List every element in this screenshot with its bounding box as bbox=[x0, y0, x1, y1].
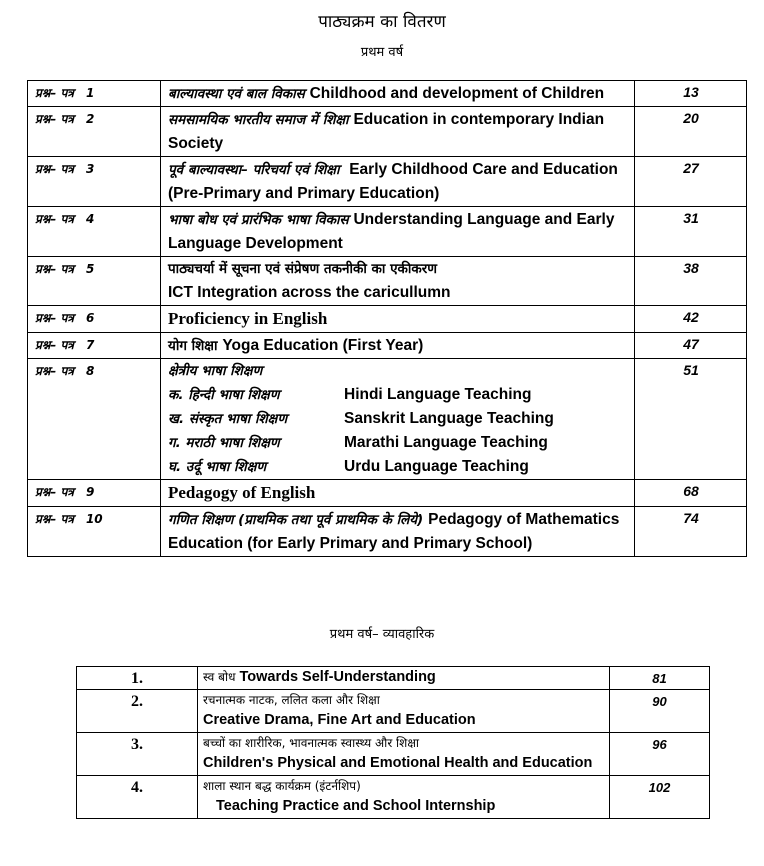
table-row bbox=[28, 333, 747, 359]
item-title-hindi: शाला स्थान बद्ध कार्यक्रम (इंटर्नशिप) bbox=[203, 779, 361, 793]
paper-title-english: Understanding Language and Early Language Development bbox=[168, 211, 615, 252]
practical-section-title: प्रथम वर्ष– व्यावहारिक bbox=[329, 627, 435, 642]
paper-number: 6 bbox=[85, 311, 95, 325]
paper-label: प्रश्न– पत्र bbox=[35, 86, 74, 100]
page-number: 96 bbox=[610, 733, 710, 776]
paper-number: 3 bbox=[85, 162, 95, 176]
paper-title-english: Proficiency in English bbox=[168, 309, 328, 328]
regional-language-item: क. हिन्दी भाषा शिक्षण Hindi Language Teaching bbox=[168, 386, 532, 403]
paper-title-hindi: समसामयिक भारतीय समाज में शिक्षा bbox=[168, 112, 349, 128]
page-number: 90 bbox=[610, 690, 710, 733]
item-title-english: Children's Physical and Emotional Health and Education bbox=[203, 755, 593, 771]
table-row bbox=[77, 733, 710, 776]
table-row bbox=[28, 359, 747, 480]
table-row bbox=[28, 480, 747, 507]
paper-label: प्रश्न– पत्र bbox=[35, 485, 74, 499]
table-row bbox=[28, 257, 747, 306]
paper-label: प्रश्न– पत्र bbox=[35, 162, 74, 176]
table-row bbox=[28, 306, 747, 333]
paper-title-hindi: क्षेत्रीय भाषा शिक्षण bbox=[168, 363, 263, 379]
paper-title-english: Pedagogy of Mathematics Education (for Early Primary and Primary School) bbox=[168, 511, 620, 552]
paper-number: 10 bbox=[85, 512, 103, 526]
page-number: 38 bbox=[635, 257, 747, 306]
theory-papers-table bbox=[27, 80, 747, 557]
item-number: 2. bbox=[77, 690, 198, 733]
item-number: 3. bbox=[77, 733, 198, 776]
item-title-english: Teaching Practice and School Internship bbox=[216, 798, 496, 814]
table-row bbox=[77, 690, 710, 733]
paper-title-hindi: गणित शिक्षण (प्राथमिक तथा पूर्व प्राथमिक के लिये) bbox=[168, 512, 424, 528]
paper-number: 8 bbox=[85, 364, 95, 378]
paper-title-english: Education in contemporary Indian Society bbox=[168, 111, 605, 152]
page-number: 13 bbox=[635, 81, 747, 107]
page-number: 27 bbox=[635, 157, 747, 207]
paper-label: प्रश्न– पत्र bbox=[35, 512, 74, 526]
page-number: 20 bbox=[635, 107, 747, 157]
paper-number: 4 bbox=[85, 212, 95, 226]
paper-title-hindi: भाषा बोध एवं प्रारंभिक भाषा विकास bbox=[168, 212, 349, 228]
paper-label: प्रश्न– पत्र bbox=[35, 311, 74, 325]
item-title-hindi: बच्चों का शारीरिक, भावनात्मक स्वास्थ्य और शिक्षा bbox=[203, 736, 420, 750]
item-title-english: Towards Self-Understanding bbox=[239, 669, 436, 685]
page-number: 68 bbox=[635, 480, 747, 507]
table-row bbox=[77, 667, 710, 690]
paper-number: 2 bbox=[85, 112, 95, 126]
regional-language-item: ख. संस्कृत भाषा शिक्षण Sanskrit Language Teaching bbox=[168, 410, 554, 427]
paper-title-english: Childhood and development of Children bbox=[309, 85, 605, 102]
page-number: 42 bbox=[635, 306, 747, 333]
page-number: 81 bbox=[610, 667, 710, 690]
paper-number: 7 bbox=[85, 338, 95, 352]
paper-label: प्रश्न– पत्र bbox=[35, 212, 74, 226]
page-number: 74 bbox=[635, 507, 747, 557]
item-title-english: Creative Drama, Fine Art and Education bbox=[203, 712, 476, 728]
table-row bbox=[77, 776, 710, 819]
page-number: 47 bbox=[635, 333, 747, 359]
paper-title-hindi: पूर्व बाल्यावस्था– परिचर्या एवं शिक्षा bbox=[168, 162, 340, 178]
page-number: 102 bbox=[610, 776, 710, 819]
table-row bbox=[28, 507, 747, 557]
table-row bbox=[28, 81, 747, 107]
practical-table bbox=[76, 666, 710, 819]
paper-number: 5 bbox=[85, 262, 95, 276]
paper-title-english: Early Childhood Care and Education (Pre-Primary and Primary Education) bbox=[168, 161, 618, 202]
table-row bbox=[28, 207, 747, 257]
page-subtitle: प्रथम वर्ष bbox=[360, 45, 404, 60]
item-number: 1. bbox=[77, 667, 198, 690]
page-title: पाठ्यक्रम का वितरण bbox=[318, 12, 446, 32]
paper-title-english: Pedagogy of English bbox=[168, 483, 316, 502]
paper-title-english: Yoga Education (First Year) bbox=[222, 337, 424, 354]
table-row bbox=[28, 157, 747, 207]
regional-language-item: घ. उर्दू भाषा शिक्षण Urdu Language Teaching bbox=[168, 458, 529, 475]
paper-title-hindi: बाल्यावस्था एवं बाल विकास bbox=[168, 86, 305, 102]
paper-label: प्रश्न– पत्र bbox=[35, 112, 74, 126]
paper-label: प्रश्न– पत्र bbox=[35, 364, 74, 378]
paper-number: 9 bbox=[85, 485, 95, 499]
paper-title-hindi: पाठ्यचर्या में सूचना एवं संप्रेषण तकनीकी का एकीकरण bbox=[168, 261, 438, 277]
page-number: 51 bbox=[635, 359, 747, 480]
paper-label: प्रश्न– पत्र bbox=[35, 262, 74, 276]
item-title-hindi: स्व बोध bbox=[203, 670, 236, 684]
page-number: 31 bbox=[635, 207, 747, 257]
paper-label: प्रश्न– पत्र bbox=[35, 338, 74, 352]
paper-title-english: ICT Integration across the caricullumn bbox=[168, 284, 451, 301]
paper-number: 1 bbox=[85, 86, 95, 100]
table-row bbox=[28, 107, 747, 157]
item-title-hindi: रचनात्मक नाटक, ललित कला और शिक्षा bbox=[203, 693, 380, 707]
regional-language-item: ग. मराठी भाषा शिक्षण Marathi Language Teaching bbox=[168, 434, 548, 451]
paper-title-hindi: योग शिक्षा bbox=[168, 338, 218, 354]
item-number: 4. bbox=[77, 776, 198, 819]
